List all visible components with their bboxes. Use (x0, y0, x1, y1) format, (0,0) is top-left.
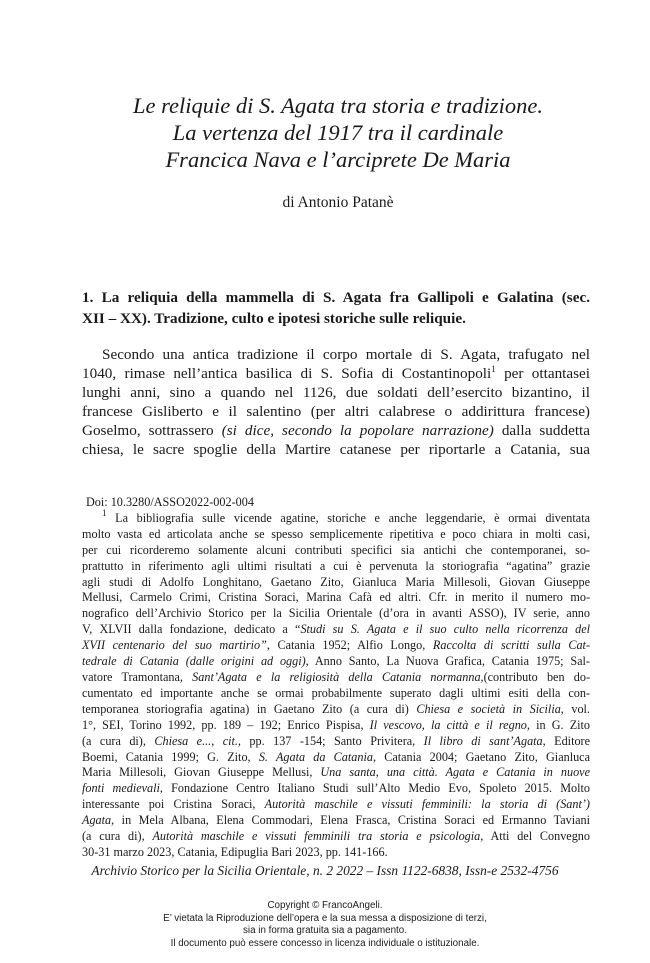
footnote-line: Mellusi, Carmelo Crimi, Cristina Soraci, Marina Cafà ed altri. Cfr. in merito il numero mo- (82, 590, 590, 605)
footnote-line: nografico dell’Archivio Storico per la Sicilia Orientale (d’ora in avanti ASSO), IV serie, anno (82, 606, 590, 621)
heading-line: XII – XX). Tradizione, culto e ipotesi storiche sulle reliquie. (82, 310, 466, 327)
copyright-line: Il documento può essere concesso in licenza individuale o istituzionale. (170, 937, 480, 949)
body-line: Secondo una antica tradizione il corpo mortale di S. Agata, trafugato nel (102, 346, 590, 363)
title-line: La vertenza del 1917 tra il cardinale (172, 120, 504, 145)
copyright-line: Copyright © FrancoAngeli. (267, 900, 383, 911)
footnote-line: 1°, SEI, Torino 1992, pp. 189 – 192; Enrico Pispisa, Il vescovo, la città e il regno, in G. Zito (82, 717, 591, 732)
section-heading (82, 287, 590, 329)
title-line: Le reliquie di S. Agata tra storia e tradizione. (133, 93, 543, 118)
body-line: Goselmo, sottrassero (si dice, secondo la popolare narrazione) dalla suddetta (82, 422, 590, 439)
footnote-line: Maria Millesoli, Giovan Giuseppe Mellusi, Una santa, una città. Agata e Catania in nuove (82, 765, 590, 780)
footnote-line: prattutto in riferimento agli ultimi risultati a cui è pervenuta la storiografia “agatina” grazie (82, 558, 590, 573)
journal-footer: Archivio Storico per la Sicilia Orientale, n. 2 2022 – Issn 1122-6838, Issn-e 2532-4756 (91, 863, 559, 878)
footnote-reference[interactable]: 1 (491, 364, 496, 374)
copyright-line: E’ vietata la Riproduzione dell’opera e la sua messa a disposizione di terzi, (163, 912, 487, 924)
doi-line: Doi: 10.3280/ASSO2022-002-004 (86, 495, 254, 509)
footnote-line: 30-31 marzo 2023, Catania, Edipuglia Bari 2023, pp. 141-166. (82, 844, 388, 859)
body-line: 1040, rimase nell’antica basilica di S. Sofia di Costantinopoli$^1$ per ottantasei (82, 364, 591, 382)
footnote-line: per cui ricorderemo solamente alcuni contributi specifici sia antichi che contemporanei, so- (82, 542, 590, 557)
footnote-line: $^1$ La bibliografia sulle vicende agatine, storiche e anche leggendarie, è ormai diventata (102, 507, 590, 525)
footnote-line: XVII centenario del suo martirio”, Catania 1952; Alfio Longo, Raccolta di scritti sulla Cat- (82, 638, 590, 653)
heading-line: 1. La reliquia della mammella di S. Agata fra Gallipoli e Galatina (sec. (82, 289, 590, 306)
footnote-line: (a cura di), Chiesa e..., cit., pp. 137 -154; Santo Privitera, Il libro di sant’Agata, Editore (82, 733, 591, 748)
footnote-line: molto vasta ed articolata anche se spesso semplicemente ripetitiva e poco chiara in molti casi, (82, 526, 590, 541)
footnote-line: cumentato ed importante anche se ormai probabilmente superato dagli ultimi esiti della con- (82, 685, 590, 700)
title-line: Francica Nava e l’arciprete De Maria (165, 147, 511, 172)
body-paragraph (82, 345, 590, 459)
footnote-line: (a cura di), Autorità maschile e vissuti femminili tra storia e psicologia, Atti del Convegno (82, 829, 590, 844)
footnote-line: interessante poi Cristina Soraci, Autorità maschile e vissuti femminili: la storia di (Sant’) (82, 797, 590, 812)
copyright-notice (60, 900, 590, 950)
article-title (60, 92, 616, 173)
footnotes (82, 495, 590, 861)
body-line: chiesa, le sacre spoglie della Martire catanese per riportarle a Catania, sua (82, 441, 590, 458)
footnote-line: V, XLVII dalla fondazione, dedicato a “Studi su S. Agata e il suo culto nella ricorrenza del (82, 622, 590, 637)
footnote-line: temporanea storiografia agatina) in Gaetano Zito (a cura di) Chiesa e società in Sicilia, vol. (82, 701, 590, 716)
footnote-line: Agata, in Mela Albana, Elena Commodari, Elena Frasca, Cristina Soraci ed Ermanno Taviani (82, 813, 590, 828)
footnote-line: tedrale di Catania (dalle origini ad oggi), Anno Santo, La Nuova Grafica, Catania 1975; Sal- (82, 654, 590, 669)
footnote-line: agli studi di Adolfo Longhitano, Gaetano Zito, Gianluca Maria Millesoli, Giovan Giuseppe (82, 574, 590, 589)
footnote-line: fonti medievali, Fondazione Centro Italiano Studi sull’Alto Medio Evo, Spoleto 2015. Molto (82, 781, 590, 796)
footnote-number: 1 (102, 507, 107, 518)
copyright-line: sia in forma gratuita sia a pagamento. (243, 925, 407, 937)
author-byline: di Antonio Patanè (282, 194, 394, 211)
footnote-line: vatore Tramontana, Sant’Agata e la religiosità della Catania normanna,(contributo ben do- (82, 669, 591, 684)
body-line: lunghi anni, sino a quando nel 1126, due soldati dell’esercito bizantino, il (82, 384, 590, 401)
body-line: francese Gisliberto e il salentino (per altri calabrese o addirittura francese) (82, 403, 590, 420)
footnote-line: Boemi, Catania 1999; G. Zito, S. Agata da Catania, Catania 2004; Gaetano Zito, Gianluca (82, 749, 590, 764)
